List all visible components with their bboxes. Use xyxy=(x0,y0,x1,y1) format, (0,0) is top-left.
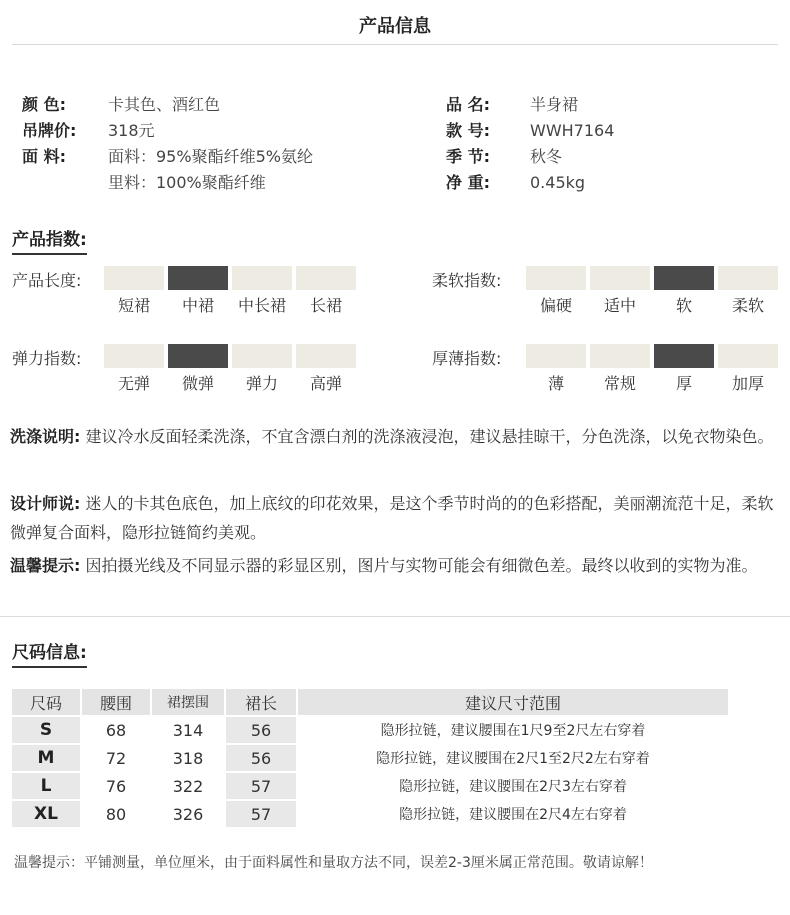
elasticity-scale-cell xyxy=(296,344,356,368)
size-table-header-row xyxy=(12,689,728,715)
length-option-label: 中长裙 xyxy=(237,296,286,315)
size-table xyxy=(10,687,730,829)
wash-instructions xyxy=(10,422,780,451)
waist-cell: 80 xyxy=(105,804,127,824)
info-value: 卡其色、酒红色 xyxy=(108,95,221,114)
measurement-footnote: 温馨提示：平铺测量，单位厘米，由于面料属性和量取方法不同，误差2-3厘米属正常范围。敬请谅解！ xyxy=(14,855,653,871)
thickness-scale-cell-selected xyxy=(654,344,714,368)
designer-text: 迷人的卡其色底色，加上底纹的印花效果，是这个季节时尚的的色彩搭配，美丽潮流范十足，柔软微弹复合面料，隐形拉链简约美观。 xyxy=(10,494,774,542)
waist-cell: 72 xyxy=(105,748,127,768)
length-index-label: 产品长度: xyxy=(12,271,82,290)
size-cell: S xyxy=(12,717,80,743)
softness-option-label: 软 xyxy=(675,296,692,315)
table-row xyxy=(12,801,728,827)
info-sku-row xyxy=(446,121,614,141)
section-divider xyxy=(0,616,790,617)
hem-cell: 326 xyxy=(172,804,204,824)
range-cell: 隐形拉链，建议腰围在2尺1至2尺2左右穿着 xyxy=(376,751,650,767)
thickness-option-label: 加厚 xyxy=(731,374,764,393)
title-divider xyxy=(12,44,778,45)
length-cell: 57 xyxy=(226,801,296,827)
table-row xyxy=(12,773,728,799)
softness-option-label: 适中 xyxy=(603,296,636,315)
softness-index-label: 柔软指数: xyxy=(432,271,502,290)
thickness-scale-cell xyxy=(526,344,586,368)
length-scale-cell xyxy=(104,266,164,290)
length-option-label: 中裙 xyxy=(181,296,214,315)
elasticity-index-label: 弹力指数: xyxy=(12,349,82,368)
length-cell: 56 xyxy=(226,745,296,771)
info-label: 吊牌价: xyxy=(22,121,77,140)
elasticity-option-label: 微弹 xyxy=(181,374,214,393)
info-label: 品 名: xyxy=(446,95,490,114)
page-title: 产品信息 xyxy=(359,16,431,37)
waist-cell: 76 xyxy=(105,776,127,796)
info-name-row xyxy=(446,95,578,115)
thickness-option-label: 厚 xyxy=(675,374,692,393)
size-table-header: 裙摆围 xyxy=(152,689,224,715)
warm-tip xyxy=(10,551,780,580)
size-table-header: 尺码 xyxy=(12,689,80,715)
softness-scale-cell xyxy=(526,266,586,290)
info-value: WWH7164 xyxy=(530,121,615,140)
table-row xyxy=(12,717,728,743)
length-scale-cell-selected xyxy=(168,266,228,290)
length-option-label: 长裙 xyxy=(309,296,342,315)
info-weight-row xyxy=(446,173,585,193)
info-fabric-row xyxy=(22,147,313,167)
hem-cell: 322 xyxy=(172,776,204,796)
elasticity-option-label: 无弹 xyxy=(117,374,150,393)
size-cell: L xyxy=(12,773,80,799)
size-table-header: 建议尺寸范围 xyxy=(298,689,728,715)
info-value: 里料：100%聚酯纤维 xyxy=(108,173,266,192)
length-cell: 57 xyxy=(226,773,296,799)
range-cell: 隐形拉链，建议腰围在1尺9至2尺左右穿着 xyxy=(380,723,646,739)
range-cell: 隐形拉链，建议腰围在2尺4左右穿着 xyxy=(399,807,627,823)
info-color-row xyxy=(22,95,220,115)
info-label: 面 料: xyxy=(22,147,66,166)
info-season-row xyxy=(446,147,562,167)
info-value: 0.45kg xyxy=(530,173,586,192)
designer-label: 设计师说: xyxy=(10,494,81,513)
wash-label: 洗涤说明: xyxy=(10,427,81,446)
info-value: 秋冬 xyxy=(530,147,563,166)
table-row xyxy=(12,745,728,771)
range-cell: 隐形拉链，建议腰围在2尺3左右穿着 xyxy=(399,779,627,795)
info-label: 净 重: xyxy=(446,173,490,192)
designer-note xyxy=(10,489,780,547)
size-cell: XL xyxy=(12,801,80,827)
hem-cell: 314 xyxy=(172,720,204,740)
size-cell: M xyxy=(12,745,80,771)
info-label: 颜 色: xyxy=(22,95,66,114)
info-lining-row xyxy=(22,173,266,193)
length-scale-cell xyxy=(296,266,356,290)
info-price-row xyxy=(22,121,155,141)
elasticity-option-label: 高弹 xyxy=(309,374,342,393)
thickness-option-label: 常规 xyxy=(603,374,636,393)
softness-scale-cell xyxy=(718,266,778,290)
tip-label: 温馨提示: xyxy=(10,556,81,575)
wash-text: 建议冷水反面轻柔洗涤，不宜含漂白剂的洗涤液浸泡，建议悬挂晾干，分色洗涤，以免衣物染色。 xyxy=(85,427,774,446)
size-heading: 尺码信息: xyxy=(12,638,87,668)
softness-option-label: 柔软 xyxy=(731,296,764,315)
length-option-label: 短裙 xyxy=(117,296,150,315)
info-label: 款 号: xyxy=(446,121,490,140)
tip-text: 因拍摄光线及不同显示器的彩显区别，图片与实物可能会有细微色差。最终以收到的实物为准。 xyxy=(85,556,758,575)
softness-scale-cell-selected xyxy=(654,266,714,290)
length-scale-cell xyxy=(232,266,292,290)
size-table-header: 裙长 xyxy=(226,689,296,715)
elasticity-option-label: 弹力 xyxy=(245,374,278,393)
waist-cell: 68 xyxy=(105,720,127,740)
indices-heading: 产品指数: xyxy=(12,225,87,255)
hem-cell: 318 xyxy=(172,748,204,768)
length-cell: 56 xyxy=(226,717,296,743)
thickness-option-label: 薄 xyxy=(547,374,564,393)
info-label: 季 节: xyxy=(446,147,490,166)
thickness-scale-cell xyxy=(590,344,650,368)
info-value: 面料：95%聚酯纤维5%氨纶 xyxy=(108,147,313,166)
info-value: 318元 xyxy=(108,121,155,140)
info-value: 半身裙 xyxy=(530,95,579,114)
elasticity-scale-cell xyxy=(104,344,164,368)
elasticity-scale-cell-selected xyxy=(168,344,228,368)
size-table-header: 腰围 xyxy=(82,689,150,715)
thickness-scale-cell xyxy=(718,344,778,368)
softness-scale-cell xyxy=(590,266,650,290)
thickness-index-label: 厚薄指数: xyxy=(432,349,502,368)
elasticity-scale-cell xyxy=(232,344,292,368)
softness-option-label: 偏硬 xyxy=(539,296,572,315)
